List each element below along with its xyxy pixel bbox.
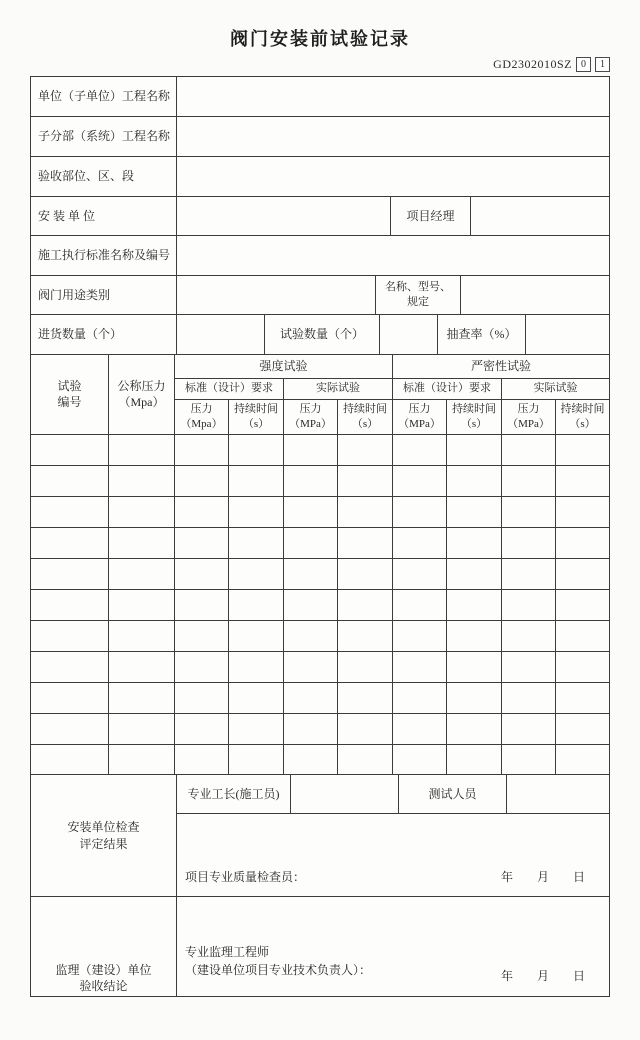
data-cell[interactable] — [447, 713, 502, 744]
data-cell[interactable] — [109, 682, 175, 713]
data-cell[interactable] — [338, 713, 393, 744]
header-strength-standard-req: 标准（设计）要求 — [175, 378, 284, 399]
header-pressure-unit: 压力 （MPa） — [502, 399, 556, 434]
data-cell[interactable] — [109, 744, 175, 775]
data-cell[interactable] — [175, 589, 229, 620]
data-cell[interactable] — [109, 527, 175, 558]
table-row — [31, 558, 610, 589]
label-sampling-rate: 抽查率（%） — [438, 315, 526, 355]
data-cell[interactable] — [556, 620, 610, 651]
supervisor-conclusion-area[interactable] — [177, 896, 610, 996]
data-cell[interactable] — [556, 527, 610, 558]
data-cell[interactable] — [338, 744, 393, 775]
data-cell[interactable] — [175, 496, 229, 527]
data-cell[interactable] — [175, 744, 229, 775]
data-cell[interactable] — [175, 620, 229, 651]
header-tightness-actual: 实际试验 — [502, 378, 610, 399]
data-cell[interactable] — [229, 651, 284, 682]
data-cell[interactable] — [556, 651, 610, 682]
data-cell[interactable] — [556, 434, 610, 465]
header-duration-unit: 持续时间 （s） — [229, 399, 284, 434]
data-cell[interactable] — [31, 682, 109, 713]
data-cell[interactable] — [338, 682, 393, 713]
data-cell[interactable] — [502, 465, 556, 496]
footer-supervisor-table — [30, 896, 610, 997]
info-table-standard — [30, 235, 610, 276]
data-cell[interactable] — [31, 496, 109, 527]
data-cell[interactable] — [502, 713, 556, 744]
table-row — [31, 713, 610, 744]
data-cell[interactable] — [447, 434, 502, 465]
code-box-second: 1 — [595, 57, 610, 72]
table-row — [31, 620, 610, 651]
data-cell[interactable] — [284, 465, 338, 496]
data-cell[interactable] — [556, 713, 610, 744]
header-duration-unit: 持续时间 （s） — [338, 399, 393, 434]
data-cell[interactable] — [229, 620, 284, 651]
header-pressure-unit: 压力 （Mpa） — [175, 399, 229, 434]
data-cell[interactable] — [31, 651, 109, 682]
field-name-model-spec[interactable] — [461, 275, 610, 315]
data-cell[interactable] — [284, 682, 338, 713]
data-cell[interactable] — [31, 744, 109, 775]
data-cell[interactable] — [393, 496, 447, 527]
label-supervising-engineer: 专业监理工程师 （建设单位项目专业技术负责人）： — [185, 944, 372, 977]
data-cell[interactable] — [284, 620, 338, 651]
data-cell[interactable] — [556, 744, 610, 775]
data-cell[interactable] — [338, 620, 393, 651]
data-cell[interactable] — [175, 527, 229, 558]
table-row — [31, 527, 610, 558]
data-cell[interactable] — [175, 682, 229, 713]
data-cell[interactable] — [284, 558, 338, 589]
data-cell[interactable] — [31, 589, 109, 620]
field-acceptance-part[interactable] — [177, 157, 610, 197]
header-duration-unit: 持续时间 （s） — [447, 399, 502, 434]
data-cell[interactable] — [447, 589, 502, 620]
data-cell[interactable] — [284, 713, 338, 744]
data-cell[interactable] — [109, 496, 175, 527]
data-cell[interactable] — [338, 465, 393, 496]
data-cell[interactable] — [109, 465, 175, 496]
info-table-quantity — [30, 314, 610, 355]
header-strength-actual: 实际试验 — [284, 378, 393, 399]
field-project-manager[interactable] — [471, 196, 610, 236]
data-cell[interactable] — [229, 682, 284, 713]
table-row — [31, 465, 610, 496]
date-install-check: 年 月 日 — [500, 869, 591, 884]
data-cell[interactable] — [175, 651, 229, 682]
data-cell[interactable] — [109, 651, 175, 682]
form-title: 阀门安装前试验记录 — [230, 29, 410, 49]
table-row — [31, 651, 610, 682]
data-cell[interactable] — [109, 589, 175, 620]
data-cell[interactable] — [31, 465, 109, 496]
data-cell[interactable] — [393, 527, 447, 558]
header-nominal-pressure: 公称压力 （Mpa） — [109, 354, 175, 434]
label-valve-category: 阀门用途类别 — [31, 275, 177, 315]
data-cell[interactable] — [502, 589, 556, 620]
data-cell[interactable] — [284, 744, 338, 775]
data-cell[interactable] — [556, 558, 610, 589]
data-cell[interactable] — [229, 744, 284, 775]
field-tester-signature[interactable] — [507, 775, 610, 814]
header-test-no: 试验 编号 — [31, 354, 109, 434]
install-check-result-area[interactable] — [177, 814, 610, 897]
data-cell[interactable] — [556, 589, 610, 620]
info-table-valve — [30, 275, 610, 316]
data-cell[interactable] — [229, 527, 284, 558]
footer-install-table — [30, 774, 610, 897]
data-cell[interactable] — [447, 682, 502, 713]
data-cell[interactable] — [175, 558, 229, 589]
data-cell[interactable] — [229, 589, 284, 620]
label-supervisor-conclusion: 监理（建设）单位 验收结论 — [31, 896, 177, 996]
table-row — [31, 744, 610, 775]
data-cell[interactable] — [502, 558, 556, 589]
data-cell[interactable] — [447, 558, 502, 589]
data-cell[interactable] — [284, 589, 338, 620]
data-cell[interactable] — [31, 713, 109, 744]
form-code-line — [30, 57, 610, 72]
data-cell[interactable] — [447, 527, 502, 558]
data-cell[interactable] — [393, 682, 447, 713]
label-foreman: 专业工长(施工员) — [177, 775, 291, 814]
data-cell[interactable] — [338, 558, 393, 589]
form-code: GD2302010SZ — [493, 57, 572, 71]
label-standard: 施工执行标准名称及编号 — [31, 236, 177, 276]
data-cell[interactable] — [556, 465, 610, 496]
field-test-qty[interactable] — [380, 315, 438, 355]
data-cell[interactable] — [447, 620, 502, 651]
data-cell[interactable] — [109, 713, 175, 744]
data-cell[interactable] — [502, 434, 556, 465]
data-cell[interactable] — [229, 465, 284, 496]
data-cell[interactable] — [338, 589, 393, 620]
header-tightness-test: 严密性试验 — [393, 354, 610, 378]
data-cell[interactable] — [502, 651, 556, 682]
data-cell[interactable] — [556, 496, 610, 527]
info-table-top — [30, 76, 610, 197]
date-supervisor-check: 年 月 日 — [500, 969, 591, 984]
data-cell[interactable] — [31, 558, 109, 589]
data-cell[interactable] — [393, 713, 447, 744]
label-name-model-spec: 名称、型号、 规定 — [376, 275, 461, 315]
data-cell[interactable] — [229, 496, 284, 527]
field-subdivision-name[interactable] — [177, 117, 610, 157]
data-cell[interactable] — [175, 434, 229, 465]
data-cell[interactable] — [109, 620, 175, 651]
label-subdivision: 子分部（系统）工程名称 — [31, 117, 177, 157]
field-foreman-signature[interactable] — [291, 775, 399, 814]
header-pressure-unit: 压力 （MPa） — [284, 399, 338, 434]
data-cell[interactable] — [502, 744, 556, 775]
data-cell[interactable] — [393, 434, 447, 465]
data-cell[interactable] — [338, 651, 393, 682]
data-cell[interactable] — [284, 434, 338, 465]
data-cell[interactable] — [175, 465, 229, 496]
test-table — [30, 354, 610, 776]
label-project-manager: 项目经理 — [391, 196, 471, 236]
label-acceptance-part: 验收部位、区、段 — [31, 157, 177, 197]
label-install-unit: 安 装 单 位 — [31, 196, 177, 236]
header-tightness-standard-req: 标准（设计）要求 — [393, 378, 502, 399]
field-unit-project-name[interactable] — [177, 77, 610, 117]
data-cell[interactable] — [502, 527, 556, 558]
data-cell[interactable] — [447, 496, 502, 527]
data-cell[interactable] — [556, 682, 610, 713]
label-install-check-result: 安装单位检查 评定结果 — [31, 775, 177, 897]
header-pressure-unit: 压力 （MPa） — [393, 399, 447, 434]
data-cell[interactable] — [31, 527, 109, 558]
data-cell[interactable] — [284, 651, 338, 682]
table-row — [31, 496, 610, 527]
data-cell[interactable] — [31, 620, 109, 651]
field-sampling-rate[interactable] — [526, 315, 610, 355]
data-cell[interactable] — [229, 558, 284, 589]
data-cell[interactable] — [447, 744, 502, 775]
data-cell[interactable] — [502, 682, 556, 713]
data-cell[interactable] — [229, 434, 284, 465]
data-cell[interactable] — [502, 620, 556, 651]
data-cell[interactable] — [393, 620, 447, 651]
data-cell[interactable] — [393, 558, 447, 589]
data-cell[interactable] — [229, 713, 284, 744]
table-row — [31, 589, 610, 620]
data-cell[interactable] — [109, 434, 175, 465]
header-duration-unit: 持续时间 （s） — [556, 399, 610, 434]
data-cell[interactable] — [284, 527, 338, 558]
data-cell[interactable] — [447, 651, 502, 682]
header-strength-test: 强度试验 — [175, 354, 393, 378]
label-quality-inspector: 项目专业质量检查员： — [185, 869, 306, 884]
field-install-unit[interactable] — [177, 196, 391, 236]
data-cell[interactable] — [393, 465, 447, 496]
data-cell[interactable] — [284, 496, 338, 527]
data-cell[interactable] — [393, 589, 447, 620]
info-table-install-unit — [30, 196, 610, 237]
data-cell[interactable] — [447, 465, 502, 496]
data-cell[interactable] — [31, 434, 109, 465]
field-valve-category[interactable] — [177, 275, 376, 315]
table-row — [31, 434, 610, 465]
data-cell[interactable] — [338, 496, 393, 527]
data-cell[interactable] — [109, 558, 175, 589]
label-test-qty: 试验数量（个） — [265, 315, 380, 355]
field-standard-name[interactable] — [177, 236, 610, 276]
data-cell[interactable] — [338, 527, 393, 558]
code-box-first: 0 — [576, 57, 591, 72]
label-unit-project: 单位（子单位）工程名称 — [31, 77, 177, 117]
data-cell[interactable] — [393, 744, 447, 775]
data-cell[interactable] — [175, 713, 229, 744]
data-cell[interactable] — [502, 496, 556, 527]
field-incoming-qty[interactable] — [177, 315, 265, 355]
label-tester: 测试人员 — [399, 775, 507, 814]
table-row — [31, 682, 610, 713]
label-incoming-qty: 进货数量（个） — [31, 315, 177, 355]
data-cell[interactable] — [393, 651, 447, 682]
data-cell[interactable] — [338, 434, 393, 465]
